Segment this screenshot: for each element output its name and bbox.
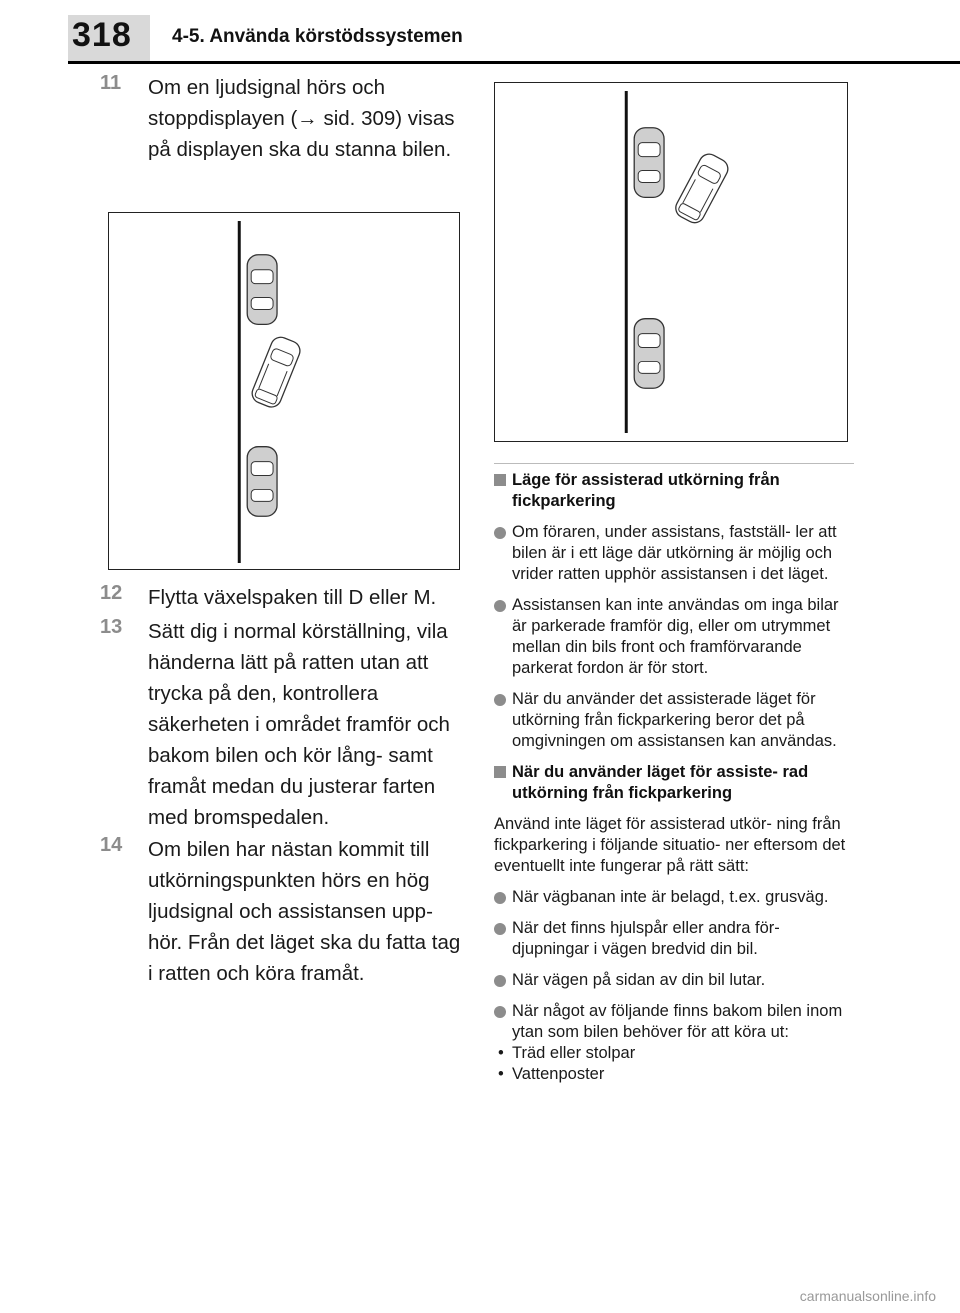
list-item: När det finns hjulspår eller andra för- djupningar i vägen bredvid din bil.: [494, 918, 854, 960]
list-item: När du använder det assisterade läget för utkörning från fickparkering beror det på omgivningen om assistansen kan användas.: [494, 689, 854, 752]
step-text: Flytta växelspaken till D eller M.: [148, 586, 437, 609]
parked-car-front: [247, 255, 277, 325]
figure-pull-out-step-14: [494, 82, 848, 442]
list-item: När vägen på sidan av din bil lutar.: [494, 970, 854, 991]
step-text: Om en ljudsignal hörs och stoppdisplayen (→ sid. 309) visas på displayen ska du stanna bilen.: [148, 76, 455, 161]
circle-bullet-icon: [494, 975, 506, 987]
step-number: 11: [100, 72, 122, 94]
circle-bullet-icon: [494, 892, 506, 904]
step-12: [100, 582, 470, 613]
section-title: 4-5. Använda körstödssystemen: [172, 26, 463, 47]
step-number: 14: [100, 834, 123, 856]
own-car-pulling-out: [672, 151, 731, 226]
header-rule: [68, 61, 960, 64]
right-column: [494, 464, 854, 1085]
parked-car-rear: [634, 319, 664, 389]
step-text: Sätt dig i normal körställning, vila händerna lätt på ratten utan att trycka på den, kontrollera säkerheten i området framför och bakom bilen och kör lång- samt framåt medan du justerar farten med bromspedalen.: [148, 620, 450, 829]
circle-bullet-icon: [494, 527, 506, 539]
parking-illustration-1: [109, 213, 459, 569]
watermark: carmanualsonline.info: [799, 1288, 936, 1304]
circle-bullet-icon: [494, 694, 506, 706]
circle-bullet-icon: [494, 923, 506, 935]
parked-car-rear: [247, 447, 277, 517]
square-bullet-icon: [494, 474, 506, 486]
circle-bullet-icon: [494, 600, 506, 612]
parked-car-front: [634, 128, 664, 198]
figure-pull-out-step-11: [108, 212, 460, 570]
step-14: [100, 834, 470, 989]
heading-pull-out-mode: Läge för assisterad utkörning från fickparkering: [494, 470, 854, 512]
page-header: [0, 0, 960, 76]
square-bullet-icon: [494, 766, 506, 778]
step-number: 12: [100, 582, 123, 604]
sub-list: [494, 1043, 854, 1085]
step-number: 13: [100, 616, 123, 638]
parking-illustration-2: [495, 83, 847, 441]
paragraph-warning: Använd inte läget för assisterad utkör- ning från fickparkering i följande situatio- ner eftersom det eventuellt inte fungerar på rätt sätt:: [494, 815, 846, 875]
list-item: När vägbanan inte är belagd, t.ex. grusväg.: [494, 887, 854, 908]
heading-using-mode: När du använder läget för assiste- rad utkörning från fickparkering: [494, 762, 854, 804]
circle-bullet-icon: [494, 1006, 506, 1018]
list-item: Om föraren, under assistans, fastställ- ler att bilen är i ett läge där utkörning är möjlig och vrider ratten upphör assistansen i det läget.: [494, 522, 854, 585]
step-text: Om bilen har nästan kommit till utkörningspunkten hörs en hög ljudsignal och assistansen upp- hör. Från det läget ska du fatta tag i ratten och köra framåt.: [148, 838, 461, 985]
sub-list-item: • Vattenposter: [498, 1065, 605, 1083]
list-item: Assistansen kan inte användas om inga bilar är parkerade framför dig, eller om utrymmet mellan din bils front och framförvarande parkerat fordon är för stort.: [494, 595, 854, 679]
own-car-pulling-out: [249, 334, 303, 410]
step-13: [100, 616, 470, 833]
sub-list-item: • Träd eller stolpar: [498, 1044, 636, 1062]
list-item: När något av följande finns bakom bilen inom ytan som bilen behöver för att köra ut:: [494, 1001, 854, 1043]
step-11: [100, 72, 470, 165]
page-number: 318: [72, 16, 132, 54]
